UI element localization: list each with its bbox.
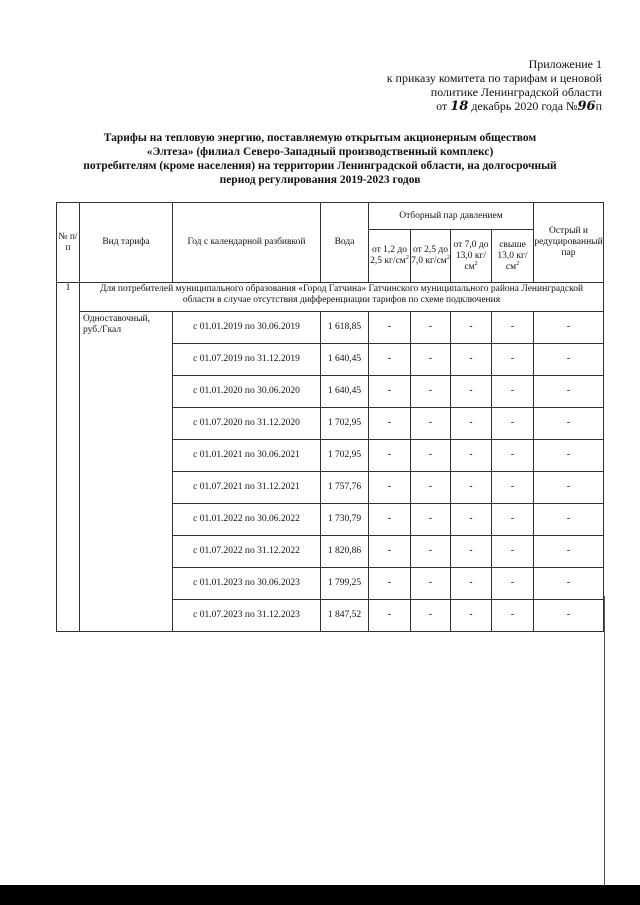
water-cell: 1 799,25 [321, 568, 369, 600]
dash-cell: - [492, 312, 534, 344]
dash-cell: - [492, 472, 534, 504]
header-tariff-type: Вид тарифа [80, 203, 173, 283]
header-num: № п/п [57, 203, 80, 283]
dash-cell: - [369, 376, 411, 408]
appendix-line-1: Приложение 1 [528, 57, 602, 71]
dash-cell: - [411, 376, 451, 408]
dash-cell: - [411, 472, 451, 504]
appendix-line-2: к приказу комитета по тарифам и ценовой [386, 71, 602, 85]
dash-cell: - [411, 440, 451, 472]
dash-cell: - [411, 312, 451, 344]
dash-cell: - [451, 344, 492, 376]
period-cell: с 01.01.2022 по 30.06.2022 [173, 504, 321, 536]
tariff-table [56, 202, 604, 632]
dash-cell: - [534, 504, 604, 536]
dash-cell: - [534, 344, 604, 376]
water-cell: 1 702,95 [321, 440, 369, 472]
header-period: Год с календарной разбивкой [173, 203, 321, 283]
scan-bottom-border [0, 885, 640, 905]
dash-cell: - [451, 408, 492, 440]
title-line-1: Тарифы на тепловую энергию, поставляемую открытым акционерным обществом [103, 132, 537, 144]
header-pressure-3: от 7,0 до 13,0 $кг/см^2$ [451, 230, 492, 283]
header-pressure-2: от 2,5 до 7,0 $кг/см^2$ [411, 230, 451, 283]
dash-cell: - [492, 440, 534, 472]
dash-cell: - [451, 600, 492, 632]
dash-cell: - [369, 408, 411, 440]
table-row [57, 312, 604, 344]
scan-edge-line [604, 596, 605, 896]
header-row-1 [57, 203, 604, 230]
dash-cell: - [411, 344, 451, 376]
dash-cell: - [451, 504, 492, 536]
title-line-2: «Элтеза» (филиал Северо-Западный производственный комплекс) [146, 146, 494, 158]
dash-cell: - [369, 504, 411, 536]
dash-cell: - [451, 536, 492, 568]
appendix-from: от [436, 99, 448, 113]
dash-cell: - [534, 408, 604, 440]
dash-cell: - [534, 312, 604, 344]
dash-cell: - [411, 568, 451, 600]
dash-cell: - [534, 600, 604, 632]
order-suffix: п [595, 99, 602, 113]
dash-cell: - [492, 600, 534, 632]
appendix-block [387, 57, 602, 114]
period-cell: с 01.07.2019 по 31.12.2019 [173, 344, 321, 376]
title-line-4: период регулирования 2019-2023 годов [219, 174, 421, 186]
water-cell: 1 702,95 [321, 408, 369, 440]
dash-cell: - [411, 408, 451, 440]
section-row [57, 283, 604, 312]
order-number: 96 [577, 99, 596, 114]
order-month-year: декабрь 2020 года № [471, 99, 578, 113]
dash-cell: - [534, 472, 604, 504]
tariff-type-cell: Одноставочный, руб./Гкал [80, 312, 173, 632]
dash-cell: - [411, 600, 451, 632]
period-cell: с 01.01.2020 по 30.06.2020 [173, 376, 321, 408]
dash-cell: - [534, 440, 604, 472]
order-day: 18 [450, 99, 469, 114]
dash-cell: - [369, 344, 411, 376]
dash-cell: - [451, 312, 492, 344]
dash-cell: - [451, 440, 492, 472]
water-cell: 1 640,45 [321, 376, 369, 408]
period-cell: с 01.07.2020 по 31.12.2020 [173, 408, 321, 440]
header-acute-steam: Острый и редуцированный пар [534, 203, 604, 283]
water-cell: 1 847,52 [321, 600, 369, 632]
water-cell: 1 820,86 [321, 536, 369, 568]
appendix-line-3: политике Ленинградской области [430, 85, 602, 99]
dash-cell: - [451, 472, 492, 504]
dash-cell: - [492, 568, 534, 600]
period-cell: с 01.01.2019 по 30.06.2019 [173, 312, 321, 344]
dash-cell: - [369, 312, 411, 344]
title-line-3: потребителям (кроме населения) на территории Ленинградской области, на долгосрочный [83, 160, 557, 172]
dash-cell: - [411, 536, 451, 568]
water-cell: 1 640,45 [321, 344, 369, 376]
appendix-line-4 [387, 99, 602, 114]
water-cell: 1 730,79 [321, 504, 369, 536]
dash-cell: - [369, 440, 411, 472]
header-pressure-4: свыше 13,0 $кг/см^2$ [492, 230, 534, 283]
header-water: Вода [321, 203, 369, 283]
dash-cell: - [411, 504, 451, 536]
row-number: 1 [57, 283, 80, 632]
period-cell: с 01.07.2021 по 31.12.2021 [173, 472, 321, 504]
period-cell: с 01.07.2023 по 31.12.2023 [173, 600, 321, 632]
dash-cell: - [534, 536, 604, 568]
dash-cell: - [492, 344, 534, 376]
dash-cell: - [492, 376, 534, 408]
dash-cell: - [369, 568, 411, 600]
header-pressure-1: от 1,2 до 2,5 $кг/см^2$ [369, 230, 411, 283]
dash-cell: - [492, 536, 534, 568]
consumer-description: Для потребителей муниципального образования «Город Гатчина» Гатчинского муниципального района Ленинградской области в случае отсутствия дифференциации тарифов по схеме подключения [80, 283, 604, 312]
period-cell: с 01.07.2022 по 31.12.2022 [173, 536, 321, 568]
dash-cell: - [492, 408, 534, 440]
dash-cell: - [369, 600, 411, 632]
dash-cell: - [369, 472, 411, 504]
dash-cell: - [534, 376, 604, 408]
period-cell: с 01.01.2021 по 30.06.2021 [173, 440, 321, 472]
dash-cell: - [369, 536, 411, 568]
dash-cell: - [451, 568, 492, 600]
water-cell: 1 618,85 [321, 312, 369, 344]
dash-cell: - [451, 376, 492, 408]
dash-cell: - [534, 568, 604, 600]
period-cell: с 01.01.2023 по 30.06.2023 [173, 568, 321, 600]
header-steam-group: Отборный пар давлением [369, 203, 534, 230]
document-title [40, 131, 600, 187]
dash-cell: - [492, 504, 534, 536]
water-cell: 1 757,76 [321, 472, 369, 504]
